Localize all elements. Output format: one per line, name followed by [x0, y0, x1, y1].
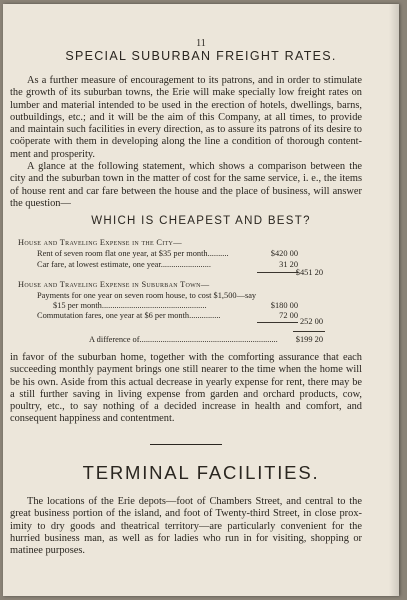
suburban-commute-row: [37, 311, 221, 320]
suburban-monthly-leader: ..................................................: [101, 301, 207, 310]
city-fare-label: Car fare, at lowest estimate, one year: [37, 260, 161, 269]
suburban-commute-leader: ...............: [189, 311, 221, 320]
city-rent-label: Rent of seven room flat one year, at $35 per month: [37, 249, 208, 258]
suburban-subtotal-rule: [257, 322, 298, 323]
suburban-commute-value: 72 00: [279, 311, 298, 320]
document-page: [3, 4, 399, 596]
paragraph-terminal-locations: The locations of the Erie depots—foot of Chambers Street, and central to the great business portion of the island, and foot of Twenty-third Street, in close prox-imity to dry goods and theatrical territory—are particularly convenient for the hurried business man, as well as for ladies who run in for visiting, shopping or matinee purposes.: [10, 496, 362, 557]
city-fare-row: [37, 260, 211, 269]
city-rent-row: [37, 249, 229, 258]
city-subtotal-rule: [257, 272, 298, 273]
heading-special-suburban-freight-rates: SPECIAL SUBURBAN FREIGHT RATES.: [65, 49, 337, 63]
suburban-payments-label: Payments for one year on seven room house, to cost $1,500—say: [37, 291, 257, 300]
city-total-value: $451 20: [295, 268, 323, 277]
heading-terminal-facilities: TERMINAL FACILITIES.: [82, 462, 320, 483]
paragraph-suburban-home-favor: in favor of the suburban home, together with the comforting assurance that each succeeding monthly payment brings one still nearer to the time when the home will be his own. Aside from this actual decrease in yearly expense for rent, there may be a still further saving in living expense from garden and orchard products, cow, poultry, etc., to say nothing of a decided increase in health and comfort, and consequent happiness and contentment.: [10, 352, 362, 425]
suburban-expense-heading: House and Traveling Expense in Suburban Town—: [18, 280, 210, 289]
city-fare-value: 31 20: [279, 260, 298, 269]
heading-which-is-cheapest: WHICH IS CHEAPEST AND BEST?: [91, 215, 311, 227]
difference-value: $199 20: [295, 335, 323, 344]
paragraph-comparison-intro: A glance at the following statement, which shows a comparison between the city and the suburban town in the matter of cost for the same service, i. e., the items of house rent and car fare between the house and the place of business, will answer the question—: [10, 161, 362, 209]
city-rent-leader: ..........: [207, 249, 229, 258]
suburban-monthly-label: $15 per month: [53, 301, 102, 310]
city-fare-leader: ........................: [160, 260, 211, 269]
paragraph-encouragement: As a further measure of encouragement to its patrons, and in order to stimulate the growth of its suburban towns, the Erie will make specially low freight rates on lumber and material intended to be used in the erection of hotels, dwellings, barns, outbuildings, etc.; and it will be the aim of this Company, at all times, to provide and maintain such facilities in every direction, as to assure its patrons of its desire to coöperate with them in developing along the line a condition of thorough content-ment and prosperity.: [10, 75, 362, 160]
difference-leader: ..................................................................: [139, 335, 278, 344]
suburban-monthly-row: [53, 301, 207, 310]
difference-label: A difference of: [89, 335, 140, 344]
page-number: 11: [196, 38, 206, 49]
difference-row: [89, 335, 278, 344]
suburban-total-value: 252 00: [299, 317, 323, 326]
section-divider: [150, 444, 222, 445]
city-rent-value: $420 00: [270, 249, 298, 258]
suburban-commute-label: Commutation fares, one year at $6 per month: [37, 311, 190, 320]
suburban-monthly-value: $180 00: [270, 301, 298, 310]
city-expense-heading: House and Traveling Expense in the City—: [18, 238, 182, 247]
difference-rule: [293, 331, 325, 332]
